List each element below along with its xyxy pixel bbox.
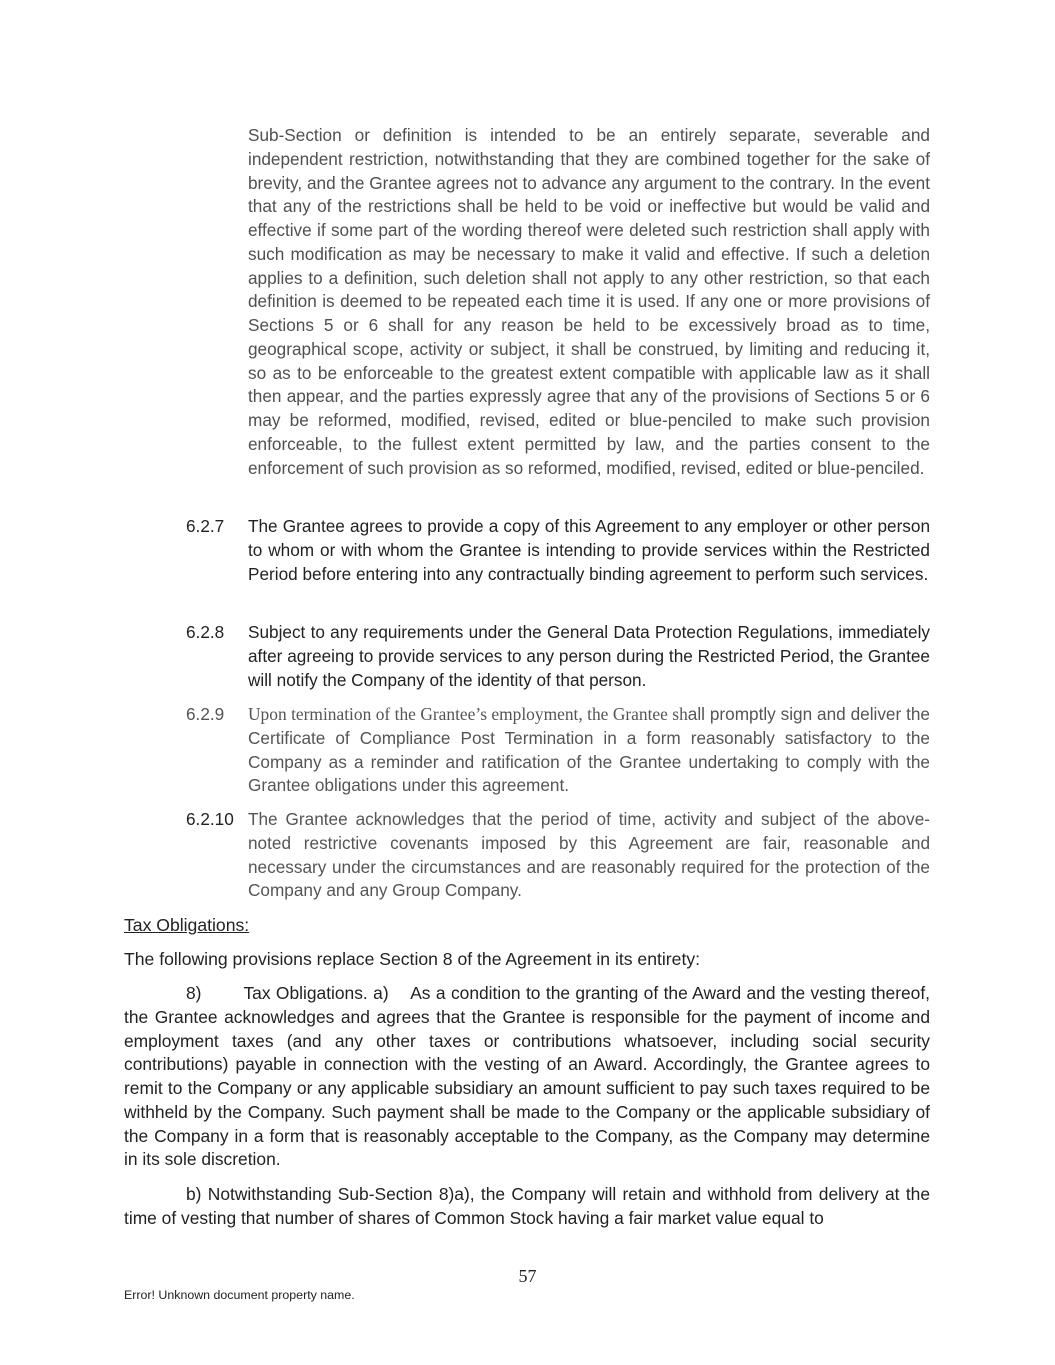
tax-paragraph-a [124,982,930,1172]
footer-error-text: Error! Unknown document property name. [124,1288,355,1302]
tax-para-number: 8) [186,983,202,1003]
section-text: The Grantee agrees to provide a copy of this Agreement to any employer or other person to whom or with whom the Grantee is intending to provide services within the Restricted Period before entering into any contractually binding agreement to perform such services. [248,516,930,584]
section-number: 6.2.7 [186,516,225,536]
section-text-rest: all promptly sign and deliver the Certificate of Compliance Post Termination in a form reasonably satisfactory to the Company as a reminder and ratification of the Grantee undertaking to comply with the Grantee obligations under this agreement. [248,704,930,796]
section-text-serif-part: Upon termination of the Grantee’s employment, the Grantee sh [248,704,688,724]
section-text: Subject to any requirements under the General Data Protection Regulations, immediately after agreeing to provide services to any person during the Restricted Period, the Grantee will notify the Company of the identity of that person. [248,622,930,690]
section-number: 6.2.8 [186,622,225,642]
section-text [248,703,930,798]
section-text: The Grantee acknowledges that the period of time, activity and subject of the above-noted restrictive covenants imposed by this Agreement are fair, reasonable and necessary under the circumstances and are reasonably required for the protection of the Company and any Group Company. [248,809,930,901]
page-number: 57 [518,1266,537,1286]
section-number: 6.2.10 [186,809,234,829]
tax-obligations-heading: Tax Obligations: [124,915,250,935]
tax-para-title: Tax Obligations. a) [243,983,389,1003]
tax-para-text: As a condition to the granting of the Award and the vesting thereof, the Grantee acknowledges and agrees that the Grantee is responsible for the payment of income and employment taxes (and any other taxes or contributions whatsoever, including social security contributions) payable in connection with the vesting of an Award. Accordingly, the Grantee agrees to remit to the Company or any applicable subsidiary an amount sufficient to pay such taxes required to be withheld by the Company. Such payment shall be made to the Company or the applicable subsidiary of the Company in a form that is reasonably acceptable to the Company, as the Company may determine in its sole discretion. [124,983,930,1170]
section-number: 6.2.9 [186,704,225,724]
tax-intro: The following provisions replace Section 8 of the Agreement in its entirety: [124,949,701,969]
continuation-paragraph: Sub-Section or definition is intended to be an entirely separate, severable and independent restriction, notwithstanding that they are combined together for the sake of brevity, and the Grantee agrees not to advance any argument to the contrary. In the event that any of the restrictions shall be held to be void or ineffective but would be valid and effective if some part of the wording thereof were deleted such restriction shall apply with such modification as may be necessary to make it valid and effective. If such a deletion applies to a definition, such deletion shall not apply to any other restriction, so that each definition is deemed to be repeated each time it is used. If any one or more provisions of Sections 5 or 6 shall for any reason be held to be excessively broad as to time, geographical scope, activity or subject, it shall be construed, by limiting and reducing it, so as to be enforceable to the greatest extent compatible with applicable law as it shall then appear, and the parties expressly agree that any of the provisions of Sections 5 or 6 may be reformed, modified, revised, edited or blue-penciled to make such provision enforceable, to the fullest extent permitted by law, and the parties consent to the enforcement of such provision as so reformed, modified, revised, edited or blue-penciled. [248,125,930,478]
tax-para-text: b) Notwithstanding Sub-Section 8)a), the Company will retain and withhold from delivery at the time of vesting that number of shares of Common Stock having a fair market value equal to [124,1184,930,1228]
tax-paragraph-b [124,1183,930,1231]
